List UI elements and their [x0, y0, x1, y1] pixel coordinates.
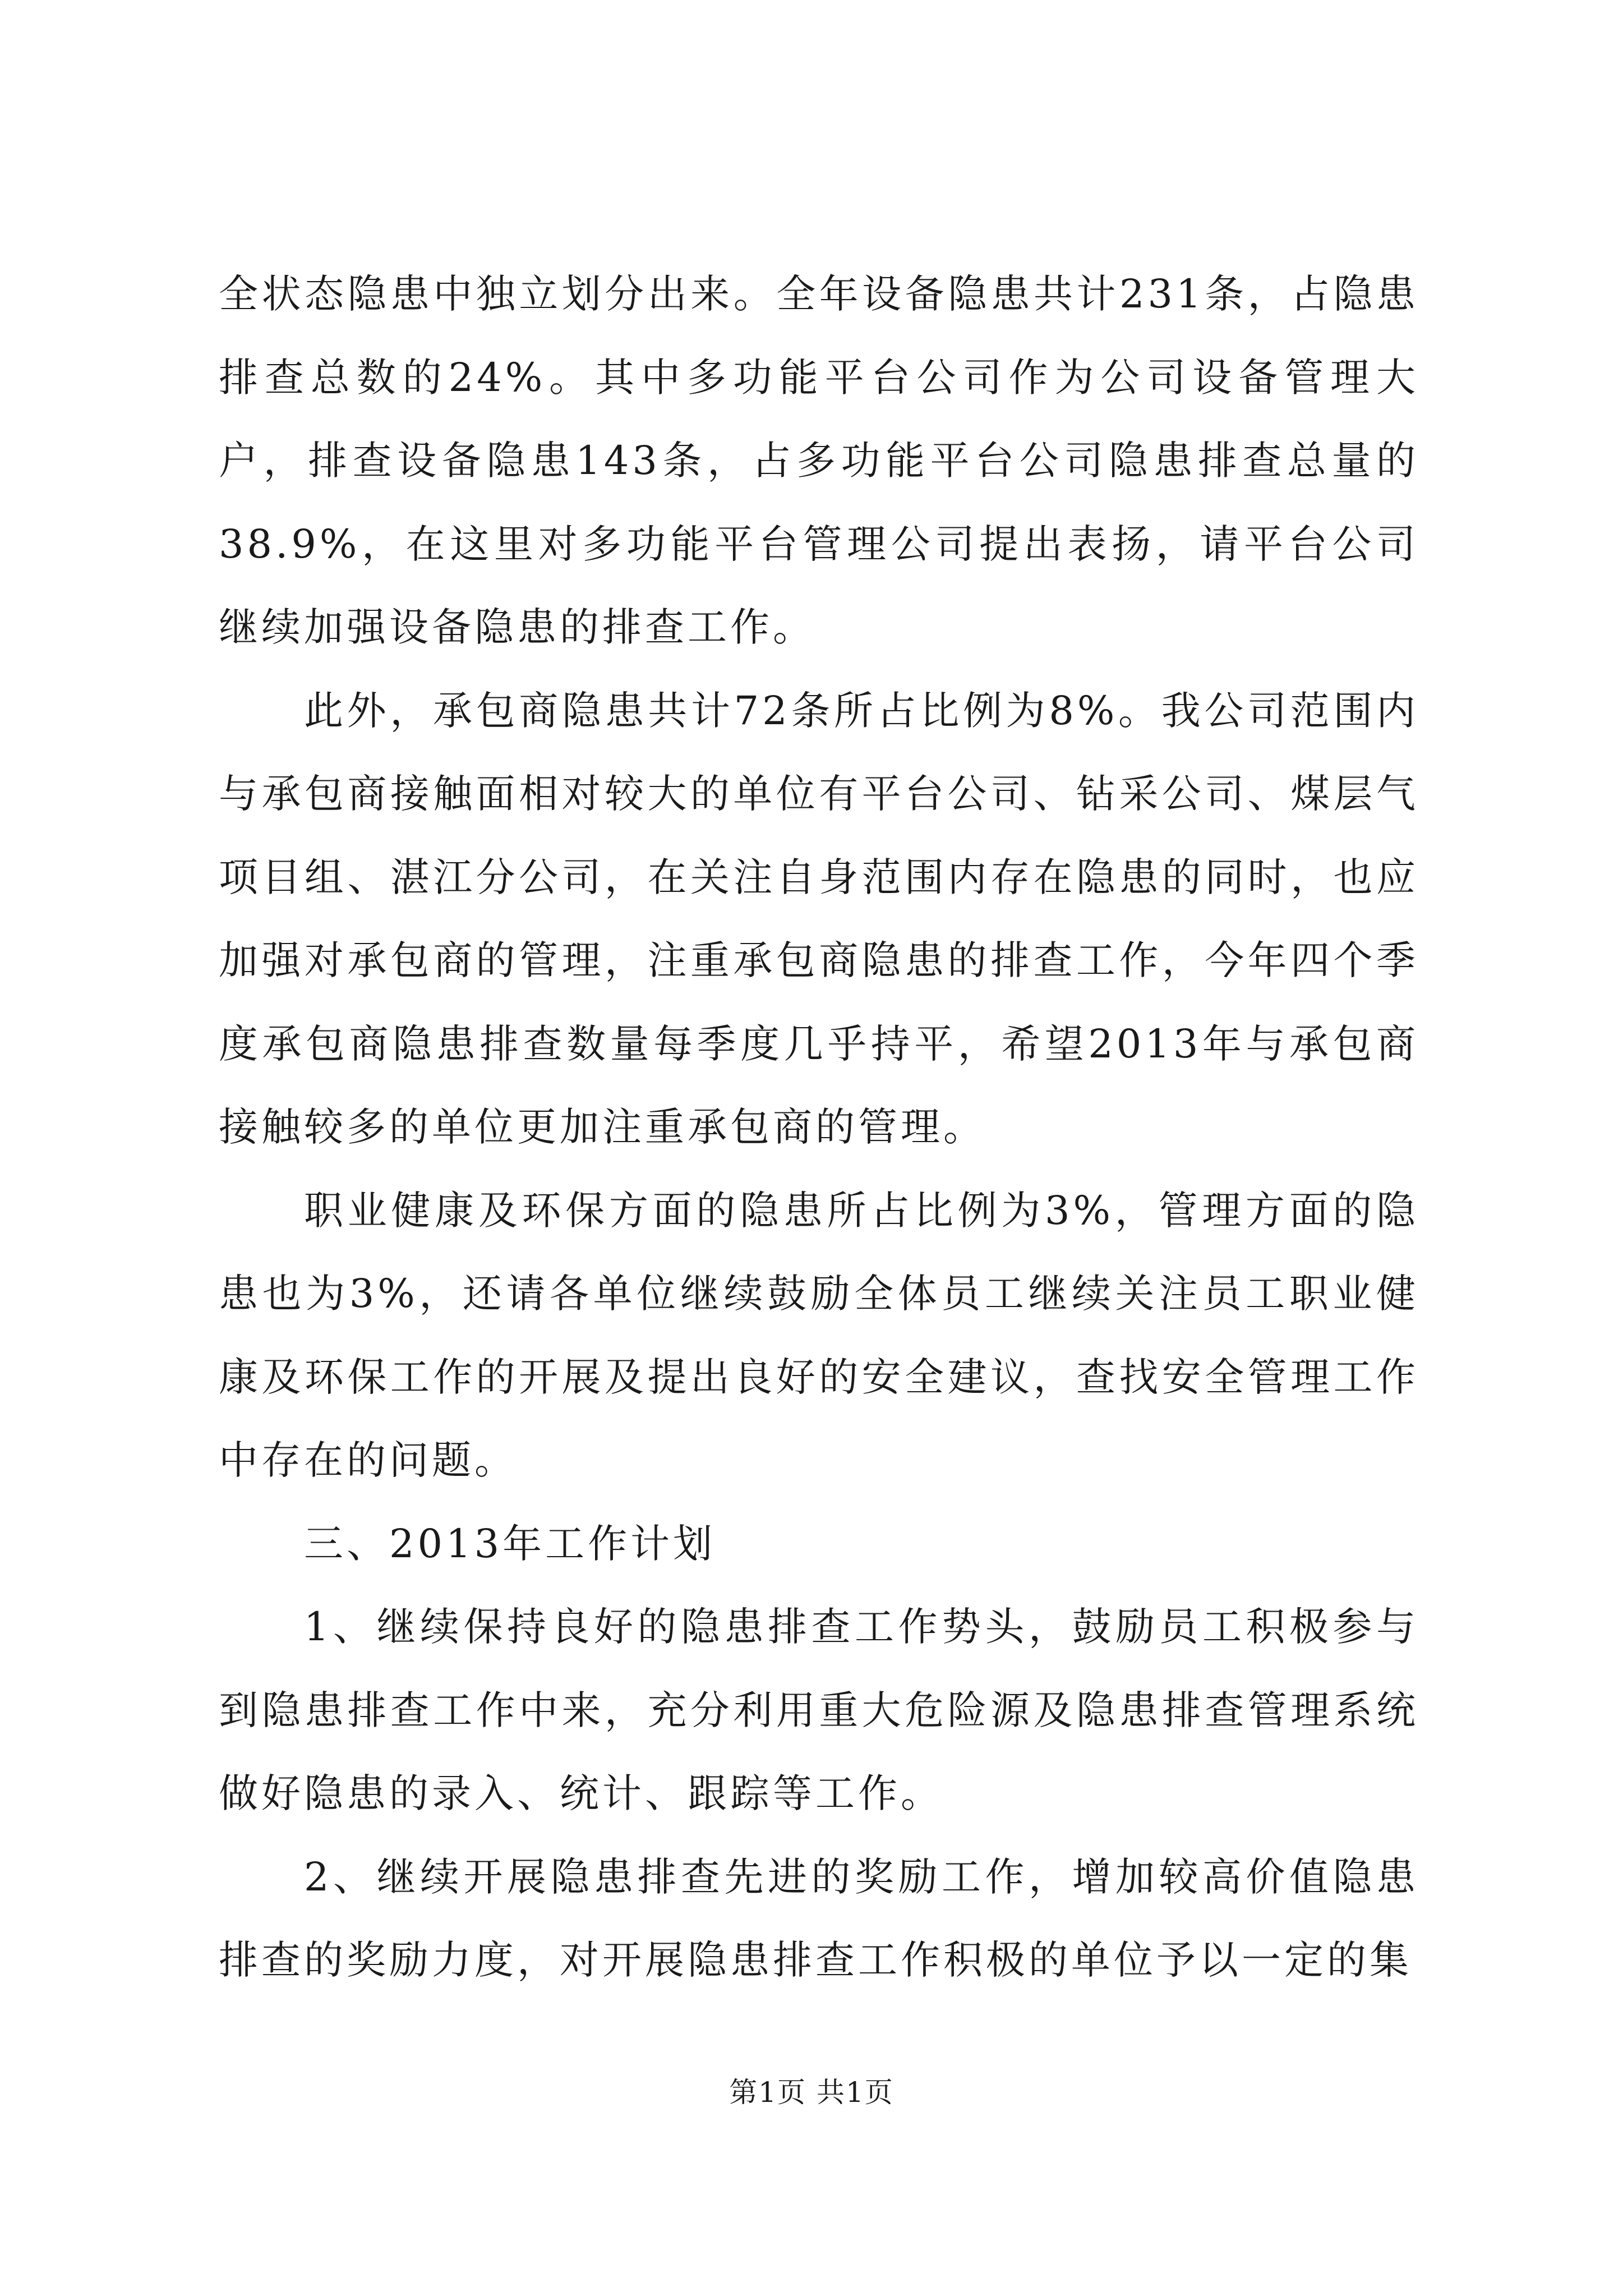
page-footer: 第1页 共1页	[729, 2076, 894, 2109]
section-heading-work-plan: 三、2013年工作计划	[304, 1520, 716, 1567]
body-text	[219, 252, 1419, 2002]
paragraph-equipment-hazards: 全状态隐患中独立划分出来。全年设备隐患共计231条，占隐患排查总数的24%。其中多功能平台公司作为公司设备管理大户，排查设备隐患143条，占多功能平台公司隐患排查总量的38.9%，在这里对多功能平台管理公司提出表扬，请平台公司继续加强设备隐患的排查工作。	[219, 271, 1419, 650]
plan-item-1: 1、继续保持良好的隐患排查工作势头，鼓励员工积极参与到隐患排查工作中来，充分利用重大危险源及隐患排查管理系统做好隐患的录入、统计、跟踪等工作。	[219, 1604, 1419, 1816]
paragraph-health-environment: 职业健康及环保方面的隐患所占比例为3%，管理方面的隐患也为3%，还请各单位继续鼓励全体员工继续关注员工职业健康及环保工作的开展及提出良好的安全建议，查找安全管理工作中存在的问题。	[219, 1187, 1419, 1483]
paragraph-contractor-hazards: 此外，承包商隐患共计72条所占比例为8%。我公司范围内与承包商接触面相对较大的单位有平台公司、钻采公司、煤层气项目组、湛江分公司，在关注自身范围内存在隐患的同时，也应加强对承包商的管理，注重承包商隐患的排查工作，今年四个季度承包商隐患排查数量每季度几乎持平，希望2013年与承包商接触较多的单位更加注重承包商的管理。	[219, 687, 1419, 1150]
plan-item-2: 2、继续开展隐患排查先进的奖励工作，增加较高价值隐患排查的奖励力度，对开展隐患排查工作积极的单位予以一定的集	[219, 1853, 1419, 1983]
